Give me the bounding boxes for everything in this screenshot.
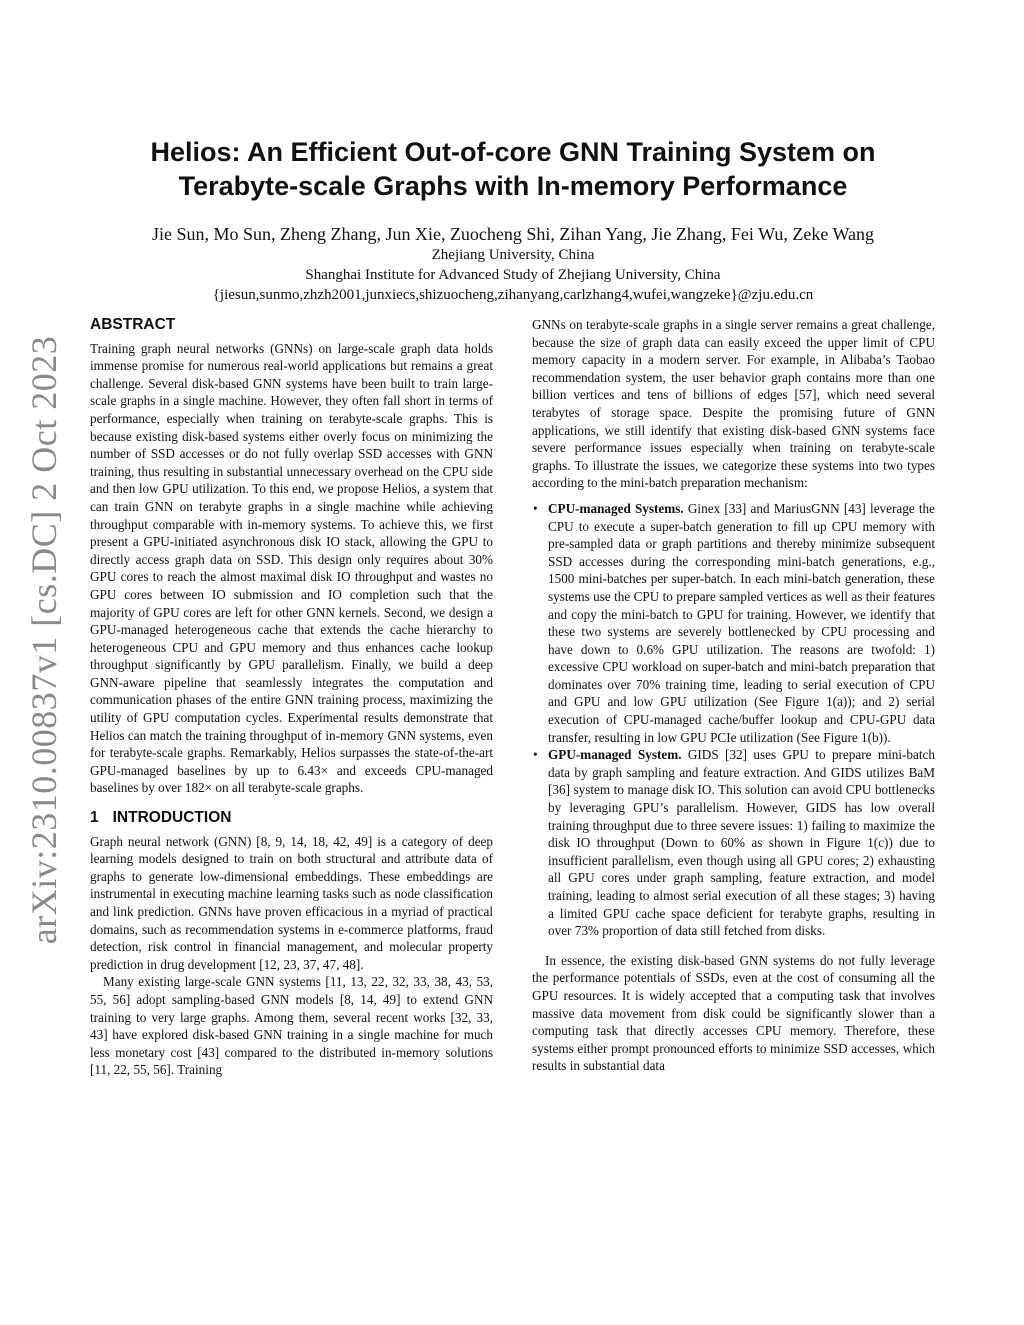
abstract-heading: ABSTRACT [90,316,176,333]
list-item [532,500,935,746]
title-block [90,135,936,305]
intro-paragraph-1: Graph neural network (GNN) [8, 9, 14, 18, 42, 49] is a category of deep learning models designed to train on both structural and attribute data of graphs to generate low-dimensional embeddings. These embeddings are instrumental in executing machine learning tasks such as node classification and link prediction. GNNs have proven efficacious in a myriad of practical domains, such as recommendation systems in e-commerce platforms, fraud detection, risk control in financial management, and molecular property prediction in drug development [12, 23, 37, 47, 48]. [90,833,493,972]
list-item [532,746,935,940]
left-column [90,316,493,1079]
right-column [532,316,935,1075]
title-line-1: Helios: An Efficient Out-of-core GNN Training System on [150,137,876,167]
section-title: INTRODUCTION [112,809,232,827]
title-line-2: Terabyte-scale Graphs with In-memory Performance [178,171,848,201]
intro-paragraph-3: GNNs on terabyte-scale graphs in a single server remains a great challenge, because the size of graph data can easily exceed the upper limit of CPU memory capacity in a modern server. For example, in Alibaba’s Taobao recommendation system, the user behavior graph contains more than one billion vertices and tens of billions of edges [57], which need several terabytes of storage space. Despite the promising future of GNN applications, we still identify that existing disk-based GNN systems face severe performance issues especially when training on terabyte-scale graphs. To illustrate the issues, we categorize these systems into two types according to the mini-batch preparation mechanism: [532,317,935,491]
system-types-list [532,500,935,940]
bullet-marker: • [533,747,538,763]
affiliation-1: Zhejiang University, China [431,247,595,263]
arxiv-identifier: arXiv:2310.00837v1 [cs.DC] 2 Oct 2023 [24,335,64,945]
list-item-label: GPU-managed System. [548,747,682,763]
intro-paragraph-4: In essence, the existing disk-based GNN systems do not fully leverage the performance potentials of SSDs, even at the cost of consuming all the GPU resources. It is widely accepted that a computing task that involves massive data movement from disk could be significantly slower than a computing task that directly accesses CPU memory. Therefore, these systems either prompt pronounced efforts to minimize SSD accesses, which results in substantial data [532,952,935,1074]
section-number: 1 [90,809,99,827]
author-emails: {jiesun,sunmo,zhzh2001,junxiecs,shizuocheng,zihanyang,carlzhang4,wufei,wangzeke}@zju.edu.cn [212,287,814,303]
list-item-text: Ginex [33] and MariusGNN [43] leverage the CPU to execute a super-batch generation to fill up CPU memory with pre-sampled data or graph partitions and thereby minimize subsequent SSD accesses during the corresponding mini-batch generations, e.g., 1500 mini-batches per super-batch. In each mini-batch generation, these systems use the CPU to prepare sampled vertices as well as their features and copy the mini-batch to GPU for training. However, we identify that these two systems are severely bottlenecked by CPU processing and have down to 0.6% GPU utilization. The reasons are twofold: 1) excessive CPU workload on super-batch and mini-batch preparation that dominates over 70% training time, leading to serial execution of CPU and GPU and low GPU utilization (See Figure 1(a)); and 2) serial execution of CPU-managed cache/buffer lookup and CPU-GPU data transfer, resulting in low GPU PCIe utilization (See Figure 1(b)). [548,500,935,745]
list-item-text: GIDS [32] uses GPU to prepare mini-batch data by graph sampling and feature extraction. And GIDS utilizes BaM [36] system to manage disk IO. This solution can avoid CPU bottlenecks by leveraging GPU’s parallelism. However, GIDS has low overall training throughput due to three severe issues: 1) failing to maximize the disk IO throughput (Down to 60% as shown in Figure 1(c)) due to insufficient parallelism, even though using all GPU cores; 2) exhausting all GPU cores under graph sampling, feature extraction, and model training, leading to almost serial execution of all these stages; 3) having a limited GPU cache space deficient for terabyte graphs, resulting in over 73% proportion of data still fetched from disks. [548,747,935,939]
introduction-heading [90,809,493,827]
affiliation-2: Shanghai Institute for Advanced Study of Zhejiang University, China [305,267,721,283]
abstract-text: Training graph neural networks (GNNs) on large-scale graph data holds immense promise for numerous real-world applications but remains a great challenge. Several disk-based GNN systems have been built to train large-scale graphs in a single machine. However, they often fall short in terms of performance, especially when training on terabyte-scale graphs. This is because existing disk-based systems either overly focus on minimizing the number of SSD accesses or do not fully overlap SSD accesses with GNN training, thus resulting in substantial unnecessary overhead on the CPU side and then low GPU utilization. To this end, we propose Helios, a system that can train GNN on terabyte graphs in a single machine while achieving throughput comparable with in-memory systems. To achieve this, we first present a GPU-initiated asynchronous disk IO stack, allowing the GPU to directly access graph data on SSD. This design only requires about 30% GPU cores to reach the almost maximal disk IO throughput and wastes no GPU cores between IO submission and IO completion such that the majority of GPU cores are left for other GNN kernels. Second, we design a GPU-managed heterogeneous cache that extends the cache hierarchy to heterogeneous CPU and GPU memory and thus enhances cache lookup throughput significantly by GPU parallelism. Finally, we build a deep GNN-aware pipeline that seamlessly integrates the computation and communication phases of the entire GNN training process, maximizing the utility of GPU computation cycles. Experimental results demonstrate that Helios can match the training throughput of in-memory GNN systems, even for terabyte-scale graphs. Remarkably, Helios surpasses the state-of-the-art GPU-managed baselines by up to 6.43× and exceeds CPU-managed baselines by over 182× on all terabyte-scale graphs. [90,340,493,796]
intro-paragraph-2: Many existing large-scale GNN systems [11, 13, 22, 32, 33, 38, 43, 53, 55, 56] adopt sampling-based GNN models [8, 14, 49] to extend GNN training to very large graphs. Among them, several recent works [32, 33, 43] have explored disk-based GNN training in a single machine for much less monetary cost [43] compared to the distributed in-memory solutions [11, 22, 55, 56]. Training [90,974,493,1078]
author-list: Jie Sun, Mo Sun, Zheng Zhang, Jun Xie, Zuocheng Shi, Zihan Yang, Jie Zhang, Fei Wu, Zeke Wang [151,224,875,244]
list-item-label: CPU-managed Systems. [548,500,684,516]
paper-title [90,135,936,203]
bullet-marker: • [533,500,538,516]
